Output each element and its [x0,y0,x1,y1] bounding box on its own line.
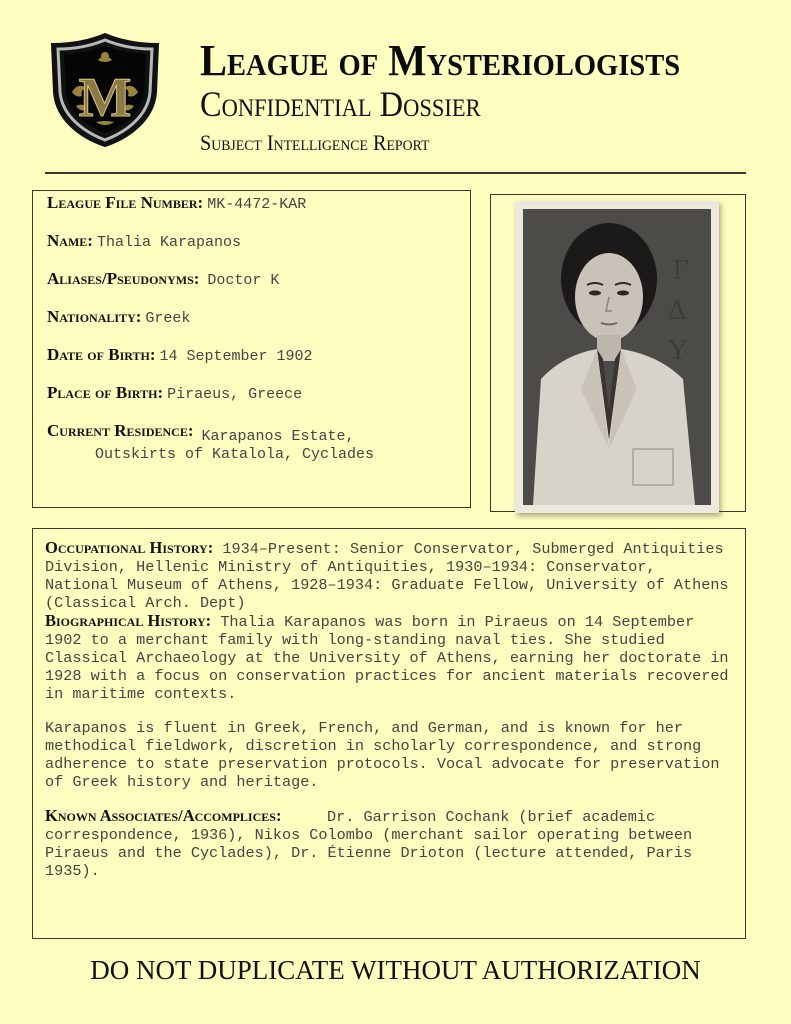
occupational-history-text: 1934–Present: Senior Conservator, Submerged Antiquities Division, Hellenic Ministry of Antiquities, 1930–1934: Conservator, National Museum of Athens, 1928–1934: Graduate Fellow, University of Athens (Classical Arch. Dept) [45,540,729,612]
residence-value-line2: Outskirts of Katalola, Cyclades [95,446,375,463]
aliases-label: Aliases/Pseudonyms: [47,269,200,288]
biographical-history-label: Biographical History: [45,611,212,630]
date-of-birth-value: 14 September 1902 [159,348,313,365]
occupational-history-label: Occupational History: [45,538,214,557]
residence-line2 [95,445,374,463]
biographical-history [45,612,735,703]
residence-value-line1: Karapanos Estate, [201,428,355,445]
league-crest-icon [46,30,164,148]
report-type-subtitle: Subject Intelligence Report [200,130,430,155]
subject-photo-panel [490,194,746,512]
svg-text:Δ: Δ [668,295,687,326]
residence-label: Current Residence: [47,421,194,440]
svg-text:Y: Y [668,335,689,366]
subject-photo [515,201,719,513]
aliases-field [47,269,279,289]
known-associates [45,807,735,880]
nationality-label: Nationality: [47,307,142,326]
known-associates-label: Known Associates/Accomplices: [45,806,282,825]
file-number-value: MK-4472-KAR [207,196,307,213]
subject-info-panel [32,190,471,508]
name-field [47,231,241,251]
known-associates-text: Dr. Garrison Cochank (brief academic correspondence, 1936), Nikos Colombo (merchant sailor operating between Piraeus and the Cyclades), Dr. Étienne Drioton (lecture attended, Paris 1935). [45,808,693,880]
name-value: Thalia Karapanos [96,234,241,251]
header-titles [200,38,722,158]
history-text [45,539,735,880]
svg-text:M: M [78,67,132,129]
biographical-history-continued: Karapanos is fluent in Greek, French, and German, and is known for her methodical fieldwork, discretion in scholarly correspondence, and strong adherence to state preservation protocols. Vocal advocate for preservation of Greek history and heritage. [45,719,720,791]
biographical-history-text: Thalia Karapanos was born in Piraeus on 14 September 1902 to a merchant family with long-standing naval ties. She studied Classical Archaeology at the University of Athens, earning her doctorate in 1928 with a focus on conservation practices for ancient materials recovered in maritime contexts. [45,613,729,703]
place-of-birth-value: Piraeus, Greece [167,386,303,403]
date-of-birth-label: Date of Birth: [47,345,156,364]
name-label: Name: [47,231,93,250]
place-of-birth-field [47,383,302,403]
svg-text:Γ: Γ [673,255,690,286]
portrait-image [523,209,711,505]
nationality-value: Greek [145,310,191,327]
place-of-birth-label: Place of Birth: [47,383,164,402]
nationality-field [47,307,190,327]
organization-title: League of Mysteriologists [200,36,681,85]
file-number-label: League File Number: [47,193,204,212]
header-divider [45,172,746,174]
residence-field [47,421,355,445]
occupational-history [45,539,735,612]
history-panel [32,528,746,939]
document-type-title: Confidential Dossier [200,84,481,124]
aliases-value: Doctor K [207,272,280,289]
file-number-field [47,193,306,213]
date-of-birth-field [47,345,313,365]
duplication-warning: DO NOT DUPLICATE WITHOUT AUTHORIZATION [90,955,701,985]
